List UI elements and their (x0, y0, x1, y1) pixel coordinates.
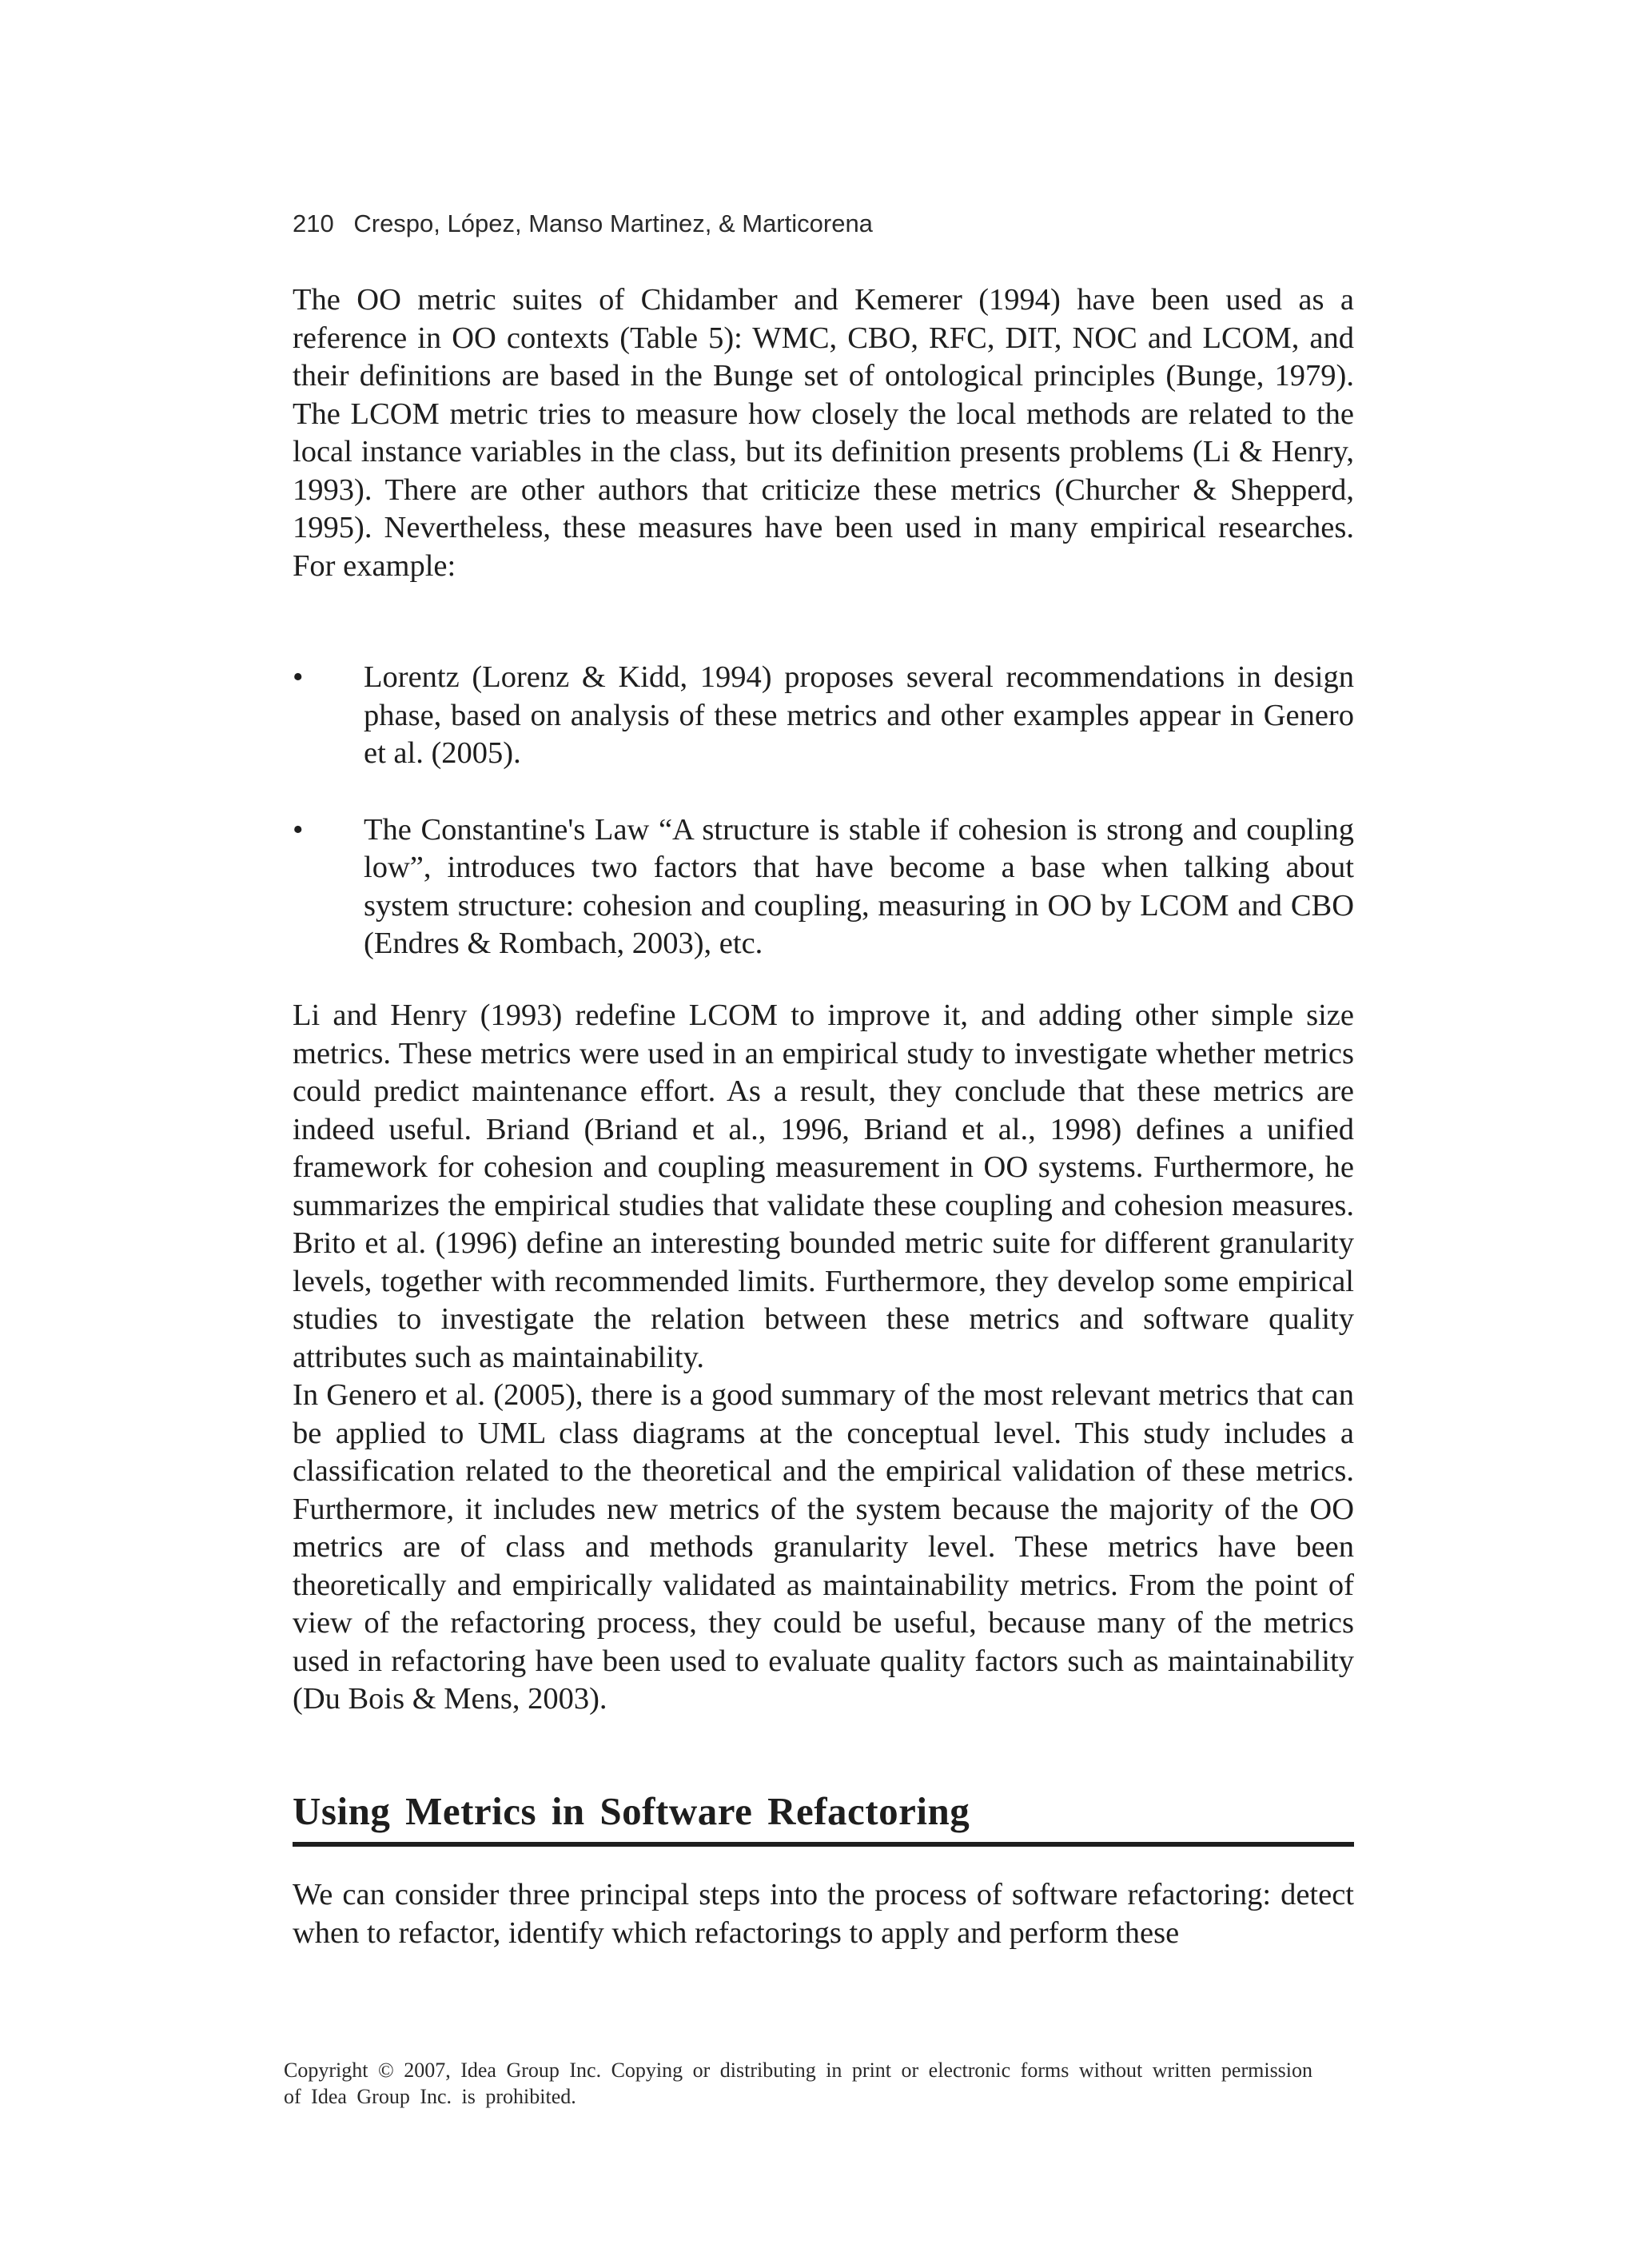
paragraph-2-block (293, 997, 1354, 1377)
running-head (293, 209, 873, 238)
bullet-1-text: Lorentz (Lorenz & Kidd, 1994) proposes several recommendations in design phase, based on analysis of these metrics and other examples appear in Genero et al. (2005). (364, 660, 1354, 770)
paragraph-4: We can consider three principal steps into the process of software refactoring: detect when to refactor, identify which refactorings to apply and perform these (293, 1878, 1354, 1950)
copyright-notice: Copyright © 2007, Idea Group Inc. Copying or distributing in print or electronic forms without written permission of Idea Group Inc. is prohibited. (284, 2059, 1313, 2108)
bullet-1-symbol: • (293, 660, 304, 694)
paragraph-1: The OO metric suites of Chidamber and Kemerer (1994) have been used as a reference in OO contexts (Table 5): WMC, CBO, RFC, DIT, NOC and LCOM, and their definitions are based in the Bunge set of ontological principles (Bunge, 1979). The LCOM metric tries to measure how closely the local methods are related to the local instance variables in the class, but its definition presents problems (Li & Henry, 1993). There are other authors that criticize these metrics (Churcher & Shepperd, 1995). Nevertheless, these measures have been used in many empirical researches. For example: (293, 283, 1354, 583)
bullet-2-symbol: • (293, 812, 304, 847)
page-number: 210 (293, 209, 334, 237)
paragraph-2: Li and Henry (1993) redefine LCOM to improve it, and adding other simple size metrics. These metrics were used in an empirical study to investigate whether metrics could predict maintenance effort. As a result, they conclude that these metrics are indeed useful. Briand (Briand et al., 1996, Briand et al., 1998) defines a unified framework for cohesion and coupling measurement in OO systems. Furthermore, he summarizes the empirical studies that validate these coupling and cohesion measures. Brito et al. (1996) define an interesting bounded metric suite for different granularity levels, together with recommended limits. Furthermore, they develop some empirical studies to investigate the relation between these metrics and software quality attributes such as maintainability. (293, 998, 1354, 1374)
bullet-item-1 (293, 659, 1354, 773)
running-head-authors: Crespo, López, Manso Martinez, & Marticorena (353, 209, 873, 237)
paragraph-3-block (293, 1377, 1354, 1719)
paragraph-1-block (293, 281, 1354, 585)
paragraph-4-block (293, 1876, 1354, 1952)
bullet-2-text: The Constantine's Law “A structure is stable if cohesion is strong and coupling low”, introduces two factors that have become a base when talking about system structure: cohesion and coupling, measuring in OO by LCOM and CBO (Endres & Rombach, 2003), etc. (364, 812, 1354, 960)
section-heading: Using Metrics in Software Refactoring (293, 1788, 1354, 1847)
paragraph-3: In Genero et al. (2005), there is a good summary of the most relevant metrics that can be applied to UML class diagrams at the conceptual level. This study includes a classification related to the theoretical and the empirical validation of these metrics. Furthermore, it includes new metrics of the system because the majority of the OO metrics are of class and methods granularity level. These metrics have been theoretically and empirically validated as maintainability metrics. From the point of view of the refactoring process, they could be useful, because many of the metrics used in refactoring have been used to evaluate quality factors such as maintainability (Du Bois & Mens, 2003). (293, 1378, 1354, 1716)
bullet-list (293, 659, 1354, 963)
bullet-item-2 (293, 811, 1354, 963)
